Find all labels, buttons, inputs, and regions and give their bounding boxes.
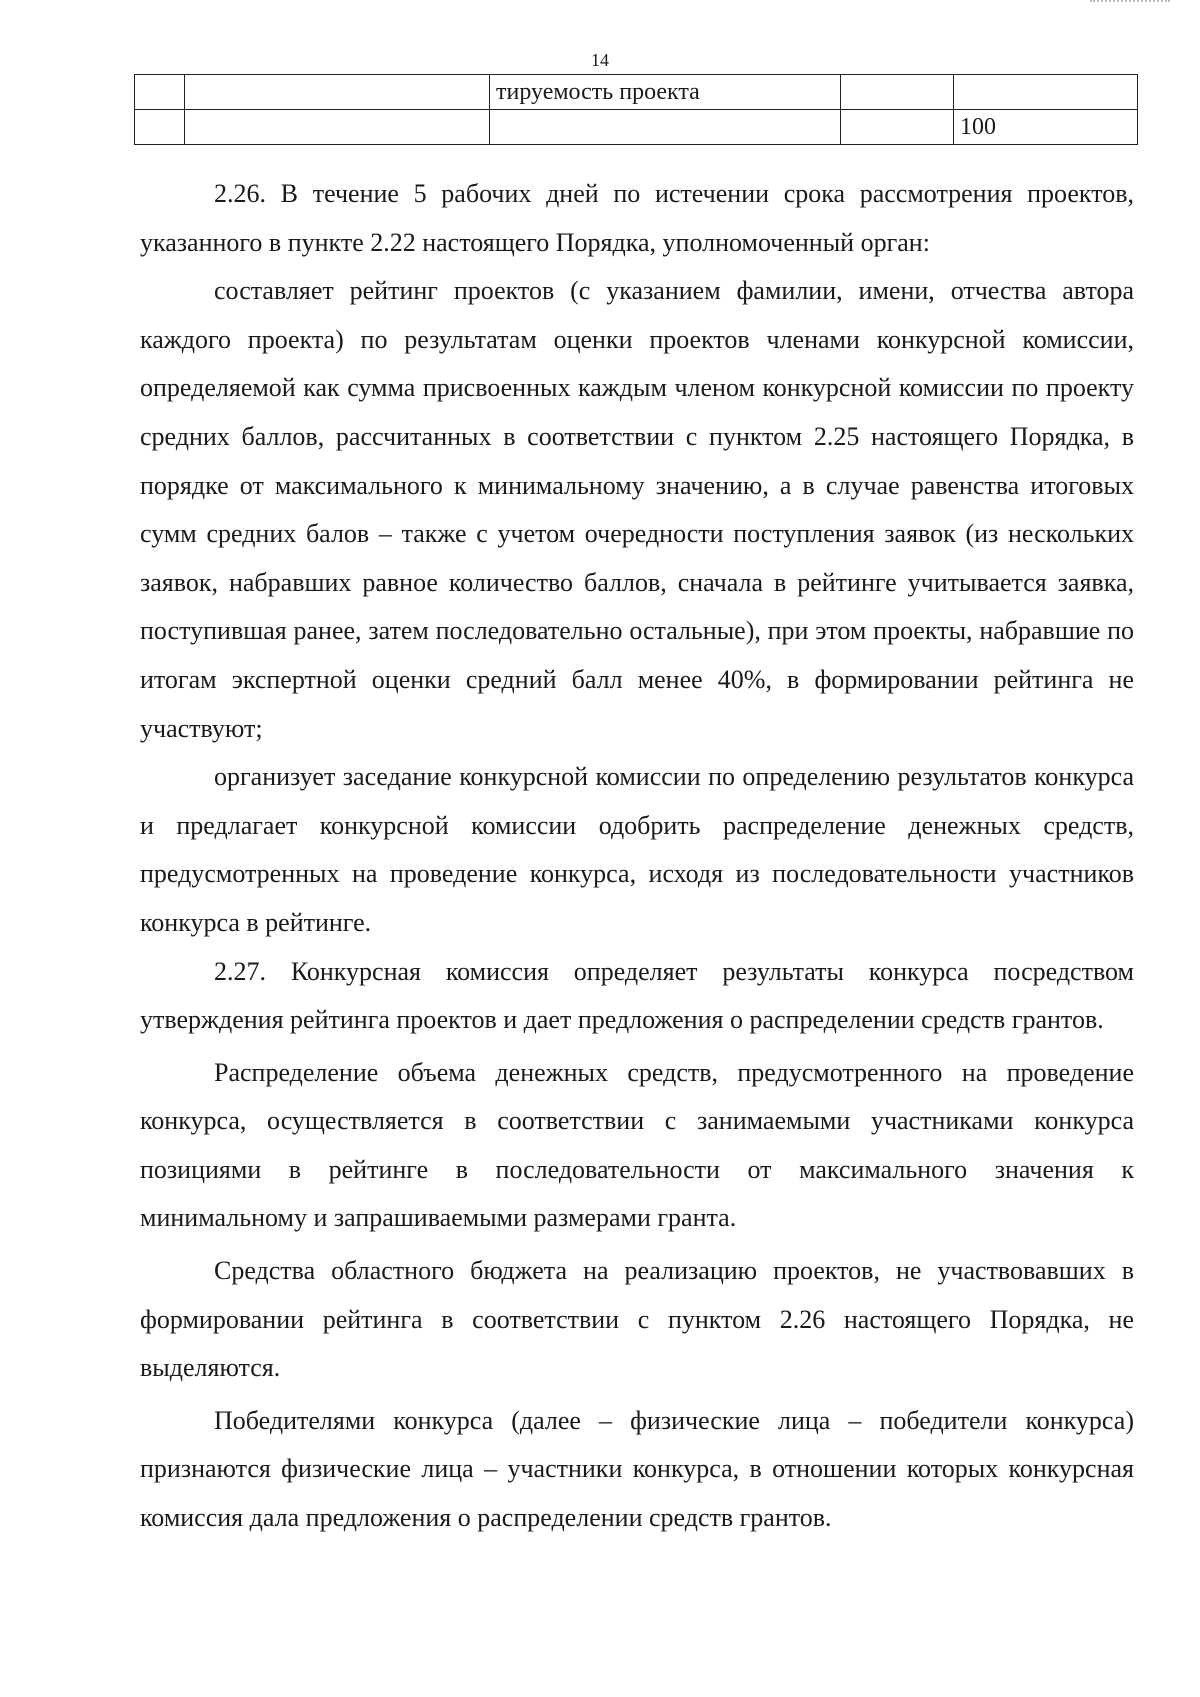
paragraph-meeting: организует заседание конкурсной комиссии по определению результатов конкурса и предлагает конкурсной комиссии одобрить распределение денежных средств, предусмотренных на проведение конкурса, исходя из последовательности участников конкурса в рейтинге. [140,762,1134,937]
table-cell [490,110,841,145]
paragraph-budget: Средства областного бюджета на реализацию проектов, не участвовавших в формировании рейтинга в соответствии с пунктом 2.26 настоящего Порядка, не выделяются. [140,1256,1134,1383]
paragraph-winners: Победителями конкурса (далее – физические лица – победители конкурса) признаются физические лица – участники конкурса, в отношении которых конкурсная комиссия дала предложения о распределении средств грантов. [140,1405,1134,1533]
table-cell [841,110,954,145]
table-cell: 100 [954,110,1138,145]
table-cell [841,75,954,110]
table-cell [135,75,185,110]
table-cell [185,110,490,145]
paragraph-2-27: 2.27. Конкурсная комиссия определяет результаты конкурса посредством утверждения рейтинга проектов и дает предложения о распределении средств грантов. [140,956,1134,1035]
continuation-table [134,74,1138,145]
page-number: 14 [591,50,609,70]
table-cell [135,110,185,145]
scan-edge-mark [1090,0,1170,12]
table-cell [185,75,490,110]
paragraph-distribution: Распределение объема денежных средств, предусмотренного на проведение конкурса, осуществляется в соответствии с занимаемыми участниками конкурса позициями в рейтинге в последовательности от максимального значения к минимальному и запрашиваемыми размерами гранта. [140,1057,1134,1233]
paragraph-rating: составляет рейтинг проектов (с указанием фамилии, имени, отчества автора каждого проекта) по результатам оценки проектов членами конкурсной комиссии, определяемой как сумма присвоенных каждым членом конкурсной комиссии по проекту средних баллов, рассчитанных в соответствии с пунктом 2.25 настоящего Порядка, в порядке от максимального к минимальному значению, а в случае равенства итоговых сумм средних балов – также с учетом очередности поступления заявок (из нескольких заявок, набравших равное количество баллов, сначала в рейтинге учитывается заявка, поступившая ранее, затем последовательно остальные), при этом проекты, набравшие по итогам экспертной оценки средний балл менее 40%, в формировании рейтинга не участвуют; [140,276,1134,743]
table-row [135,110,1138,145]
table-cell [954,75,1138,110]
paragraph-2-26: 2.26. В течение 5 рабочих дней по истечении срока рассмотрения проектов, указанного в пункте 2.22 настоящего Порядка, уполномоченный орган: [140,179,1134,257]
document-body [140,170,1134,1543]
table-cell: тируемость проекта [490,75,841,110]
table-row [135,75,1138,110]
